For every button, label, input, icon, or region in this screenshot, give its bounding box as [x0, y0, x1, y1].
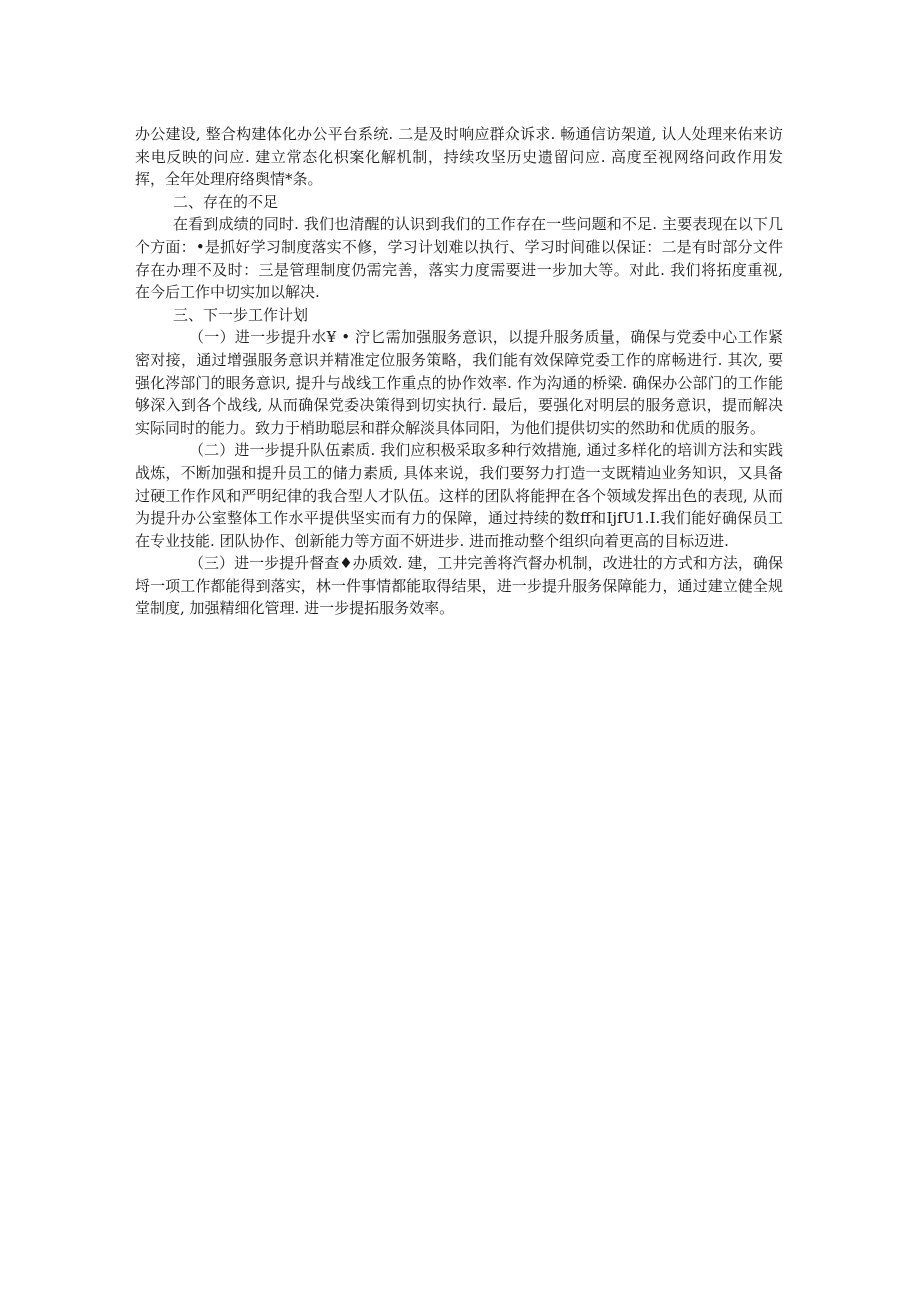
- section-heading-shortcomings: 二、存在的不足: [173, 192, 279, 211]
- paragraph-plan-1: （一）进一步提升水¥ • 泞匕需加强服务意识，以提升服务质量，确保与党委中心工作紧密对接，通过增强服务意识并精准定位服务策略，我们能有效保障党委工作的席畅进行. 其次, 要强化涔部门的眼务意识, 提升与战线工作重点的协作效率. 作为沟通的桥梁. 确保办公部门的工作能够深入到各个战线, 从而确保党委决策得到切实执行. 最后，要强化对明层的服务意识，提而解决实际同时的能力。致力于梢助聪层和群众解淡具体同阳，为他们提供切实的然助和优质的服务。: [135, 328, 783, 437]
- paragraph-plan-3: （三）进一步提升督查♦办质效. 建，工井完善将汽督办机制，改进壮的方式和方法，确保埒一项工作都能得到落实，林一件事情都能取得结果，进一步提升服务保障能力，通过建立健全规堂制度, 加强精细化管理. 进一步提拓服务效率。: [135, 554, 783, 618]
- paragraph-intro: 办公建设, 整合构建体化办公平台系统. 二是及时响应群众诉求. 畅通信访架道, 认人处理来佑来访来电反映的问应. 建立常态化枳案化解机制，持续攻坚历史遗留问应. 高度至视网络问政作用发挥，全年处理府络舆情*条。: [135, 125, 783, 189]
- section-heading-next-plan: 三、下一步工作计划: [173, 305, 309, 324]
- paragraph-plan-2: （二）进一步提升队伍素质. 我们应积极采取多种行效措施, 通过多样化的培训方法和实践战炼，不断加强和提升员工的储力素质, 具体来说，我们要努力打造一支既精辿业务知识，又具备过硬工作作风和严明纪律的我合型人才队伍。这样的团队将能押在各个领域发挥出色的表现, 从而为提升办公室整体工作水平提供坚实而有力的保障，通过持续的数ff和IjfU1.I.我们能好确保员工在专业技能. 团队协作、创新能力等方面不妍进步. 进而推动整个组织向着更高的目标迈进.: [135, 441, 783, 550]
- paragraph-shortcomings: 在看到成绩的同时. 我们也清醒的认识到我们的工作存在一些问题和不足. 主要表现在以下几个方面：•是抓好学习制度落实不修，学习计划难以执行、学习时间碓以保证：二是有时部分文件存在办理不及时：三是管理制度仍需完善，落实力度需要进一步加大等。对此. 我们将拓度重视, 在今后工作中切实加以解决.: [135, 215, 783, 302]
- document-page: [135, 123, 783, 620]
